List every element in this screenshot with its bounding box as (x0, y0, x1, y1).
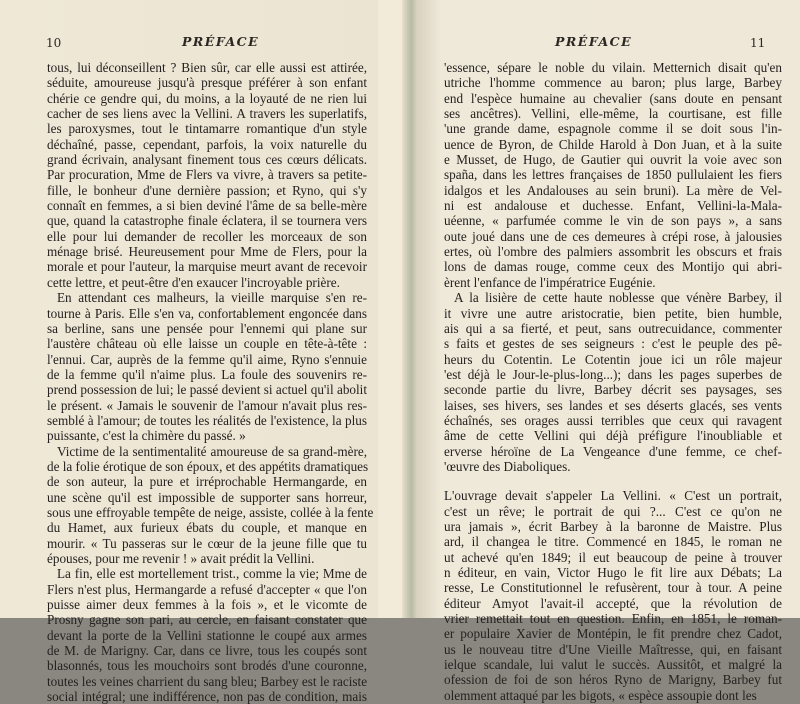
text-line: échaînés, ses orages aussi terribles que ceux qui ravagent (444, 412, 782, 428)
text-line: semblé à l'amour; de toutes les réalités de l'existence, la plus (47, 412, 367, 428)
text-line: de M. de Marigny. Car, dans ce livre, tous les coupés sont (47, 643, 367, 659)
right-page-text (444, 60, 782, 703)
text-line: olemment attaqué par les bigots, « espèce assoupie dont les (444, 687, 757, 703)
text-line: Flers n'est plus, Hermangarde a refusé d'accepter « que l'on (47, 581, 367, 597)
page-number: 10 (46, 36, 62, 50)
text-line: ard, il changea le titre. Commencé en 1845, le roman ne (444, 534, 782, 550)
text-line: ut achevé qu'en 1849; il eut beaucoup de peine à trouver (444, 549, 782, 565)
text-line: ses ancêtres). Vellini, elle-même, la courtisane, est fille (444, 106, 782, 122)
gutter (402, 0, 418, 618)
text-line: fille, le bonheur d'une dernière passion; et Ryno, qui s'y (47, 182, 367, 198)
text-line: uence de Byron, de Childe Harold à Don Juan, et à la suite (444, 136, 782, 152)
text-line: seconde partie du livre, Barbey décrit ses paysages, ses (444, 382, 782, 398)
text-line: heurs du Cotentin. Le Cotentin joue ici un rôle majeur (444, 351, 782, 367)
text-line: une scène qu'il est impossible de supporter sans horreur, (47, 489, 367, 505)
text-line: En attendant ces malheurs, la vieille marquise s'en re- (57, 290, 367, 306)
text-line: e Musset, de Hugo, de Gautier qui ouvrit la voie avec son (444, 152, 782, 168)
text-line: de son auteur, la pure et irréprochable Hermangarde, en (47, 474, 367, 490)
text-line: les paroxysmes, tout le tintamarre romantique d'un style (47, 121, 367, 137)
text-line: vrier remettait tout en question. Enfin, en 1851, le roman- (444, 611, 782, 627)
text-line: L'ouvrage devait s'appeler La Vellini. « C'est un portrait, (444, 488, 782, 504)
text-line: uéenne, « parfumée comme le vin de son pays », a sans (444, 213, 782, 229)
text-line: Victime de la sentimentalité amoureuse de sa grand-mère, (57, 443, 367, 459)
text-line: n éditeur, en vain, Victor Hugo le fit lire aux Débats; La (444, 565, 782, 580)
text-line: mourir. « Tu passeras sur le cœur de la jeune fille que tu (47, 535, 367, 551)
text-line: connaît en femmes, a si bien deviné l'âme de sa belle-mère (47, 198, 367, 214)
text-line: toutes les veines charrient du sang bleu; Barbey est le raciste (47, 673, 368, 689)
text-line: 'une grande dame, espagnole comme il se doit sous l'in- (444, 121, 782, 137)
text-line: oute joué dans une de ces demeures à crépi rose, à jalousies (444, 228, 782, 244)
text-line: èrent l'enfance de l'impératrice Eugénie. (444, 274, 656, 290)
text-line: puisse aimer deux femmes à la fois », et le vicomte de (47, 597, 367, 613)
text-line: end l'espèce humaine au chevalier (sans doute en pensant (444, 90, 782, 106)
text-line: ni est andalouse et duchesse. Enfant, Vellini-la-Mala- (444, 198, 782, 214)
text-line: sa berline, sans une pensée pour l'ennemi qui plane sur (47, 320, 367, 336)
text-line: puissante, c'est la chimère du passé. » (47, 428, 246, 444)
text-line: blasonnés, tous les mouchoirs sont brodés d'une couronne, (47, 658, 367, 674)
text-line: devant la porte de la Vellini stationne le coupé aux armes (47, 627, 367, 643)
text-line: le présent. « Jamais le souvenir de l'amour n'avait plus res- (47, 397, 367, 413)
text-line: idalgos et les Andalouses au sein bruni). La mère de Vel- (444, 182, 782, 198)
text-line: chérie ce gendre qui, du moins, a la loyauté de ne rien lui (47, 90, 367, 106)
text-line: ertes, où l'ombre des palmiers assombrit les obscurs et frais (444, 244, 782, 260)
running-head: PRÉFACE (555, 34, 633, 49)
text-line: lons de damas rouge, comme ceux des Montijo qui abri- (444, 259, 782, 275)
text-line: er populaire Xavier de Montépin, le fit prendre chez Cadot, (444, 626, 782, 642)
text-line: déchaîné, passe, cependant, parfois, la voix naturelle du (47, 136, 367, 152)
text-line: morale et pour l'auteur, la marquise meurt avant de recevoir (47, 259, 367, 275)
text-line: ura jamais », écrit Barbey à la baronne de Maistre. Plus (444, 518, 782, 534)
right-page-header (418, 34, 800, 50)
left-page-text (47, 60, 374, 704)
text-line: erverse héroïne de La Vengeance d'une femme, ce chef- (444, 443, 782, 459)
text-line: du Hamet, aux furieux ébats du couple, et manque en (47, 520, 367, 536)
text-line: La fin, elle est mortellement trist., comme la vie; Mme de (57, 566, 367, 582)
text-line: cacher de ses liens avec la Vellini. A travers les superlatifs, (47, 106, 367, 122)
text-line: prend possession de lui; le passé devient si actuel qu'il abolit (47, 382, 367, 398)
text-line: laises, ses hivers, ses landes et ses déserts glacés, ses vents (444, 397, 782, 413)
text-line: grand écrivain, analysant finement tous ces cœurs délicats. (47, 152, 367, 168)
text-line: resse, Le Constitutionnel le refusèrent, tour à tour. A peine (444, 580, 782, 596)
text-line: 'essence, sépare le noble du vilain. Metternich disait qu'en (444, 60, 782, 75)
text-line: s faits et gestes de ses seigneurs : c'est le peuple des pê- (444, 336, 782, 352)
right-page (418, 0, 800, 703)
text-line: A la lisière de cette haute noblesse que vénère Barbey, il (454, 290, 782, 306)
text-line: ofession de foi de son héros Ryno de Marigny, Barbey fut (444, 672, 782, 688)
text-line: que, quand la catastrophe finale éclatera, il se tournera vers (47, 213, 367, 229)
text-line: cette lettre, et peut-être d'en exaucer l'incroyable prière. (47, 274, 340, 290)
text-line: elle pour lui demander de recoller les morceaux de son (47, 228, 367, 244)
text-line: tous, lui déconseillent ? Bien sûr, car elle aussi est attirée, (47, 60, 367, 75)
text-line: tourne à Paris. Elle s'en va, confortablement engoncée dans (47, 305, 367, 321)
text-line: utriche l'homme commence au baron; plus large, Barbey (444, 75, 782, 91)
text-line: c'est un rêve; le portrait de qui ?... C'est ce qu'on ne (444, 503, 782, 519)
text-line: ielque scandale, lui valut le succès. Aussitôt, et malgré la (444, 657, 782, 673)
text-line: ais qui a sa fierté, et peut, sans outrecuidance, commenter (444, 320, 782, 336)
text-line: 'est déjà le Jour-le-plus-long...); dans les pages superbes de (444, 366, 782, 382)
left-page-header (0, 34, 402, 50)
paragraph-gap (444, 474, 782, 488)
text-line: l'ennui. Car, auprès de la femme qu'il aime, Ryno s'ennuie (47, 351, 367, 367)
text-line: spaña, dans les lettres françaises de 1850 pullulaient les fiers (444, 167, 782, 183)
text-line: Par procuration, Mme de Flers va vivre, à travers sa petite- (47, 167, 367, 183)
text-line: social intégral; une indifférence, non pas de condition, mais (47, 689, 367, 704)
running-head: PRÉFACE (182, 34, 260, 49)
text-line: sous une effroyable tempête de neige, assiste, collée à la fente (47, 504, 374, 520)
text-line: séduite, amoureuse jusqu'à presque préférer à son enfant (47, 75, 367, 91)
text-line: éditeur Amyot l'avait-il accepté, que la révolution de (444, 595, 782, 611)
text-line: Prosny gagne son pari, au cercle, en faisant constater que (47, 612, 367, 628)
text-line: épouses, pour me revenir ! » avait prédit la Vellini. (47, 551, 315, 566)
text-line: de la femme qu'il n'aime plus. La foule des souvenirs re- (47, 366, 367, 382)
text-line: ménage brisé. Heureusement pour Mme de Flers, pour la (47, 244, 367, 260)
text-line: us le nouveau titre d'Une Vieille Maîtresse, qui, en faisant (444, 641, 782, 657)
text-line: it vivre une autre aristocratie, bien petite, bien humble, (444, 305, 782, 321)
text-line: 'œuvre des Diaboliques. (444, 458, 571, 474)
text-line: âme de cette Vellini qui déjà préfigure l'inoubliable et (444, 428, 782, 444)
text-line: l'austère château où elle laisse un couple en tête-à-tête : (47, 336, 367, 352)
text-line: de la folie érotique de son époux, et des appétits dramatiques (47, 458, 369, 474)
page-number: 11 (750, 36, 766, 50)
